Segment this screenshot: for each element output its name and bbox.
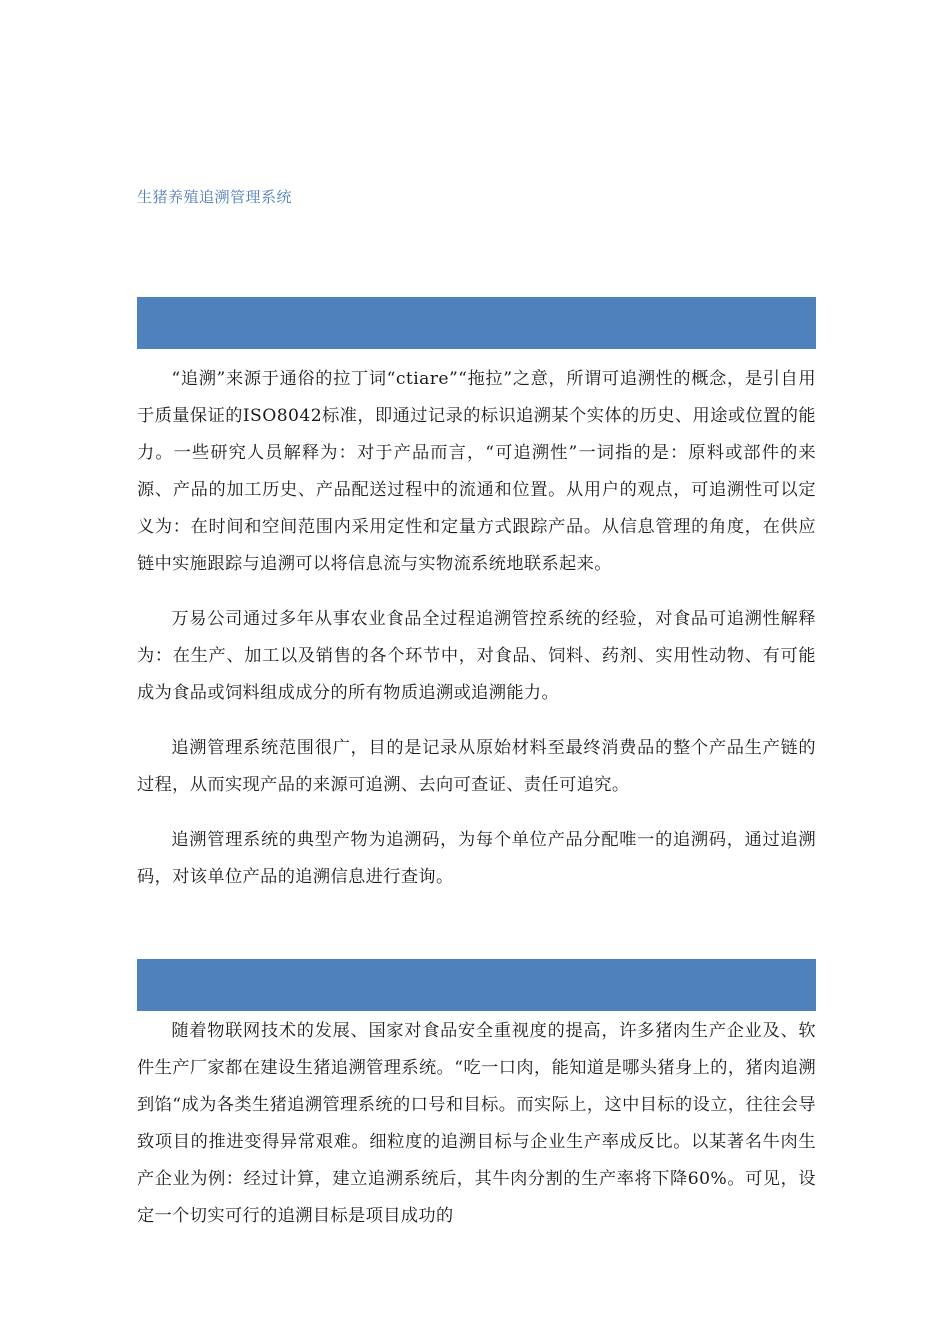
paragraph-company-interpretation: 万易公司通过多年从事农业食品全过程追溯管控系统的经验，对食品可追溯性解释为：在生产、加工以及销售的各个环节中，对食品、饲料、药剂、实用性动物、有可能成为食品或饲料组成成分的所有物质追溯或追溯能力。 bbox=[137, 609, 816, 703]
paragraph-traceability-code: 追溯管理系统的典型产物为追溯码，为每个单位产品分配唯一的追溯码，通过追溯码，对该单位产品的追溯信息进行查询。 bbox=[137, 830, 816, 887]
section-1-body bbox=[137, 361, 816, 914]
paragraph-system-scope: 追溯管理系统范围很广，目的是记录从原始材料至最终消费品的整个产品生产链的过程，从而实现产品的来源可追溯、去向可查证、责任可追究。 bbox=[137, 738, 816, 795]
paragraph-industry-background: 随着物联网技术的发展、国家对食品安全重视度的提高，许多猪肉生产企业及、软件生产厂家都在建设生猪追溯管理系统。“吃一口肉，能知道是哪头猪身上的，猪肉追溯到馅“成为各类生猪追溯管理系统的口号和目标。而实际上，这中目标的设立，往往会导致项目的推进变得异常艰难。细粒度的追溯目标与企业生产率成反比。以某著名牛肉生产企业为例：经过计算，建立追溯系统后，其牛肉分割的生产率将下降60%。可见，设定一个切实可行的追溯目标是项目成功的 bbox=[137, 1021, 816, 1226]
section-header-bar-2 bbox=[137, 959, 816, 1011]
section-2-body bbox=[137, 1013, 816, 1253]
paragraph-traceability-definition: “追溯”来源于通俗的拉丁词“ctiare”“拖拉”之意，所谓可追溯性的概念，是引自用于质量保证的ISO8042标准，即通过记录的标识追溯某个实体的历史、用途或位置的能力。一些研究人员解释为：对于产品而言，“可追溯性”一词指的是：原料或部件的来源、产品的加工历史、产品配送过程中的流通和位置。从用户的观点，可追溯性可以定义为：在时间和空间范围内采用定性和定量方式跟踪产品。从信息管理的角度，在供应链中实施跟踪与追溯可以将信息流与实物流系统地联系起来。 bbox=[137, 369, 816, 574]
section-header-bar-1 bbox=[137, 297, 816, 349]
document-title: 生猪养殖追溯管理系统 bbox=[137, 188, 293, 206]
